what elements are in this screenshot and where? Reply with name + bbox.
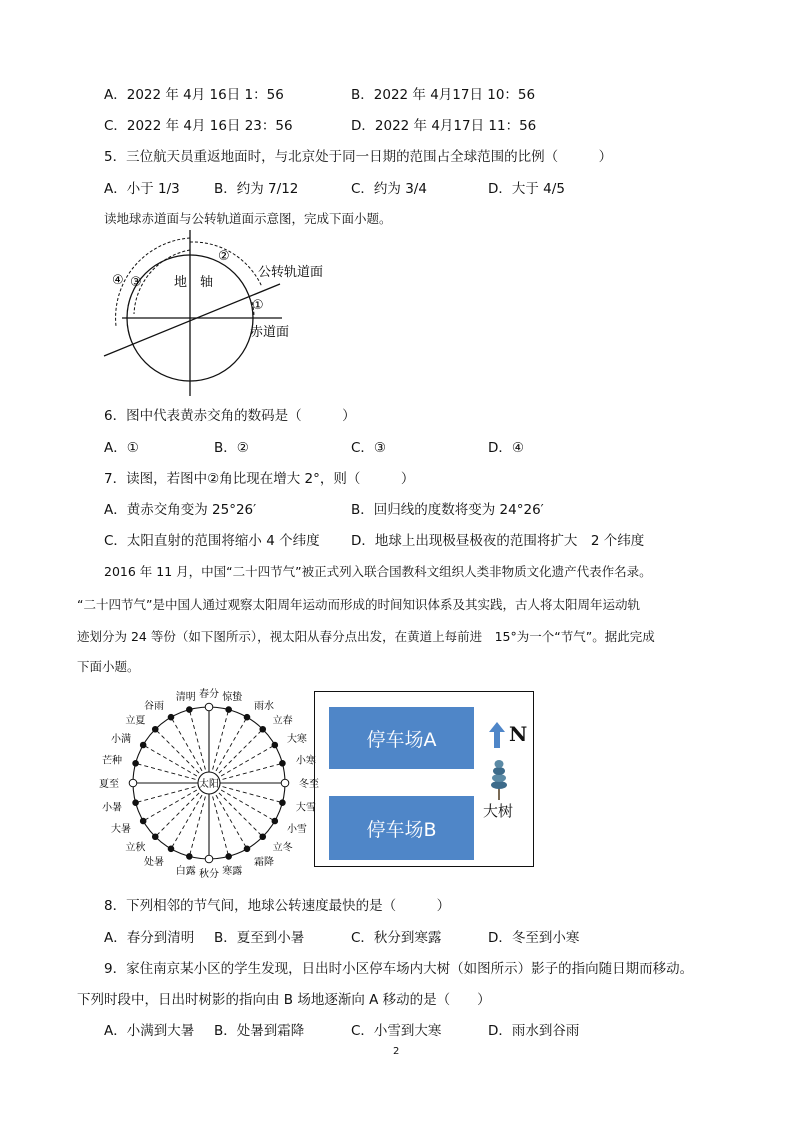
parking-lot-a: 停车场A	[329, 707, 474, 769]
tree-label: 大树	[483, 802, 514, 820]
numeral-1: ①	[252, 298, 264, 313]
sun-label: 太阳	[199, 779, 219, 790]
q8-option-d: D．冬至到小寒	[488, 930, 580, 946]
term-label-10: 霜降	[254, 856, 274, 868]
term-point-0	[205, 703, 213, 711]
tree-icon	[488, 758, 510, 800]
term-label-13: 白露	[175, 865, 196, 877]
term-label-17: 小暑	[102, 802, 123, 814]
term-label-2: 雨水	[254, 701, 274, 713]
term-label-0: 春分	[199, 689, 219, 700]
numeral-3: ③	[130, 275, 142, 290]
intro2-line-2: “二十四节气”是中国人通过观察太阳周年运动而形成的时间知识体系及其实践，古人将太阳周年运动轨	[77, 597, 640, 612]
north-label: N	[509, 722, 528, 746]
term-point-17	[133, 800, 139, 806]
term-label-9: 立冬	[272, 842, 293, 854]
term-point-6	[281, 779, 289, 787]
term-point-4	[272, 742, 278, 748]
term-label-3: 立春	[272, 715, 293, 727]
q5-option-b: B．约为 7/12	[214, 181, 299, 197]
orbit-label: 公转轨道面	[258, 265, 324, 280]
term-label-6: 冬至	[299, 779, 319, 790]
term-point-9	[260, 834, 266, 840]
term-point-20	[140, 742, 146, 748]
q9-stem-line-2: 下列时段中，日出时树影的指向由 B 场地逐渐向 A 移动的是（ ）	[77, 992, 491, 1008]
term-label-14: 处暑	[144, 856, 164, 868]
axis-label: 地 轴	[174, 275, 214, 290]
term-point-21	[152, 726, 158, 732]
term-label-21: 立夏	[125, 715, 146, 727]
q9-option-d: D．雨水到谷雨	[488, 1023, 580, 1039]
q9-stem-line-1: 9．家住南京某小区的学生发现，日出时小区停车场内大树（如图所示）影子的指向随日期而移动。	[104, 961, 694, 977]
solar-terms-diagram	[77, 686, 319, 880]
term-point-2	[244, 714, 250, 720]
numeral-4: ④	[112, 273, 124, 288]
intro-figure-1: 读地球赤道面与公转轨道面示意图，完成下面小题。	[104, 211, 392, 226]
orbit-equator-figure	[100, 228, 340, 400]
term-point-11	[226, 854, 232, 860]
term-label-16: 大暑	[111, 824, 132, 835]
north-arrow-icon	[489, 722, 505, 748]
term-point-12	[205, 855, 213, 863]
numeral-2: ②	[218, 249, 230, 264]
term-point-18	[129, 779, 137, 787]
term-point-16	[140, 818, 146, 824]
q4-option-b: B．2022 年 4月17日 10：56	[351, 87, 536, 103]
term-label-1: 惊蛰	[222, 692, 243, 704]
q5-stem: 5．三位航天员重返地面时，与北京处于同一日期的范围占全球范围的比例（ ）	[104, 149, 613, 165]
term-point-22	[168, 714, 174, 720]
term-point-19	[133, 761, 139, 767]
term-label-20: 小满	[111, 734, 132, 745]
term-label-23: 清明	[175, 692, 196, 704]
term-label-8: 小雪	[286, 824, 307, 835]
q8-option-a: A．春分到清明	[104, 930, 195, 946]
parking-map	[314, 691, 534, 867]
term-label-19: 芒种	[102, 755, 123, 767]
q6-option-d: D．④	[488, 440, 524, 456]
term-label-5: 小寒	[295, 755, 316, 767]
q8-stem: 8．下列相邻的节气间，地球公转速度最快的是（ ）	[104, 898, 451, 914]
equator-label: 赤道面	[250, 325, 290, 340]
intro2-line-4: 下面小题。	[77, 659, 140, 674]
q7-stem: 7．读图，若图中②角比现在增大 2°，则（ ）	[104, 471, 415, 487]
term-point-14	[168, 846, 174, 852]
term-point-1	[226, 707, 232, 713]
q7-option-d: D．地球上出现极昼极夜的范围将扩大 2 个纬度	[351, 533, 645, 549]
intro2-line-1: 2016 年 11 月，中国“二十四节气”被正式列入联合国教科文组织人类非物质文化遗产代表作名录。	[104, 564, 652, 579]
q5-option-c: C．约为 3/4	[351, 181, 427, 197]
term-label-15: 立秋	[125, 842, 146, 854]
term-point-5	[280, 761, 286, 767]
term-point-23	[187, 707, 193, 713]
q6-option-c: C．③	[351, 440, 387, 456]
q5-option-d: D．大于 4/5	[488, 181, 565, 197]
term-point-13	[187, 854, 193, 860]
term-point-3	[260, 726, 266, 732]
q7-option-a: A．黄赤交角变为 25°26′	[104, 502, 257, 518]
q6-option-a: A．①	[104, 440, 139, 456]
term-point-7	[280, 800, 286, 806]
term-point-10	[244, 846, 250, 852]
q8-option-c: C．秋分到寒露	[351, 930, 442, 946]
q5-option-a: A．小于 1/3	[104, 181, 180, 197]
term-label-22: 谷雨	[144, 701, 164, 713]
q4-option-d: D．2022 年 4月17日 11：56	[351, 118, 537, 134]
intro2-line-3: 迹划分为 24 等份（如下图所示），视太阳从春分点出发，在黄道上每前进 15°为一个“节气”。据此完成	[77, 629, 655, 644]
term-point-8	[272, 818, 278, 824]
term-label-18: 夏至	[99, 779, 119, 790]
term-label-12: 秋分	[199, 869, 219, 880]
term-label-11: 寒露	[222, 865, 243, 877]
q9-option-b: B．处暑到霜降	[214, 1023, 305, 1039]
term-label-7: 大雪	[295, 802, 316, 814]
term-point-15	[152, 834, 158, 840]
q6-stem: 6．图中代表黄赤交角的数码是（ ）	[104, 408, 356, 424]
q8-option-b: B．夏至到小暑	[214, 930, 305, 946]
q9-option-c: C．小雪到大寒	[351, 1023, 442, 1039]
q4-option-a: A．2022 年 4月 16日 1：56	[104, 87, 284, 103]
q7-option-b: B．回归线的度数将变为 24°26′	[351, 502, 544, 518]
q6-option-b: B．②	[214, 440, 249, 456]
term-label-4: 大寒	[286, 734, 307, 745]
page-number: 2	[393, 1046, 400, 1057]
q7-option-c: C．太阳直射的范围将缩小 4 个纬度	[104, 533, 320, 549]
parking-lot-b: 停车场B	[329, 796, 474, 860]
q9-option-a: A．小满到大暑	[104, 1023, 195, 1039]
q4-option-c: C．2022 年 4月 16日 23：56	[104, 118, 293, 134]
